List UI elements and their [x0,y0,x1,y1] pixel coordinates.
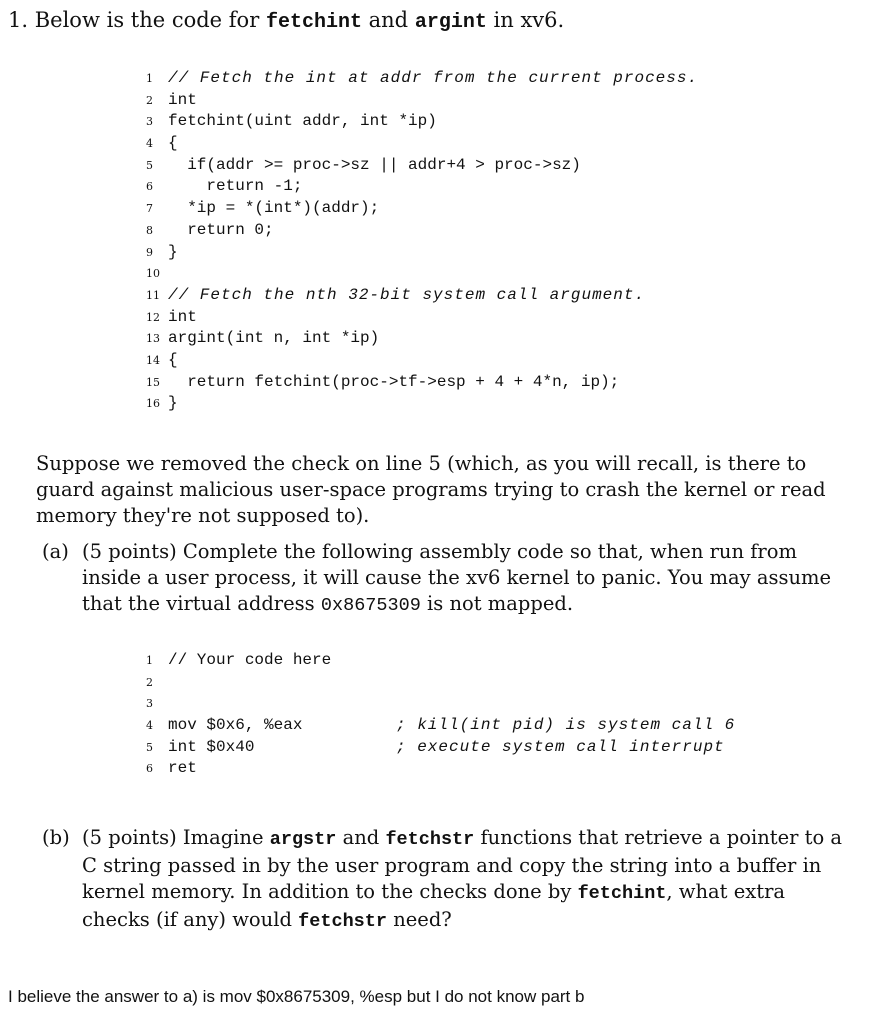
code-text: ret [168,759,197,778]
code-line [146,155,698,177]
code-comment: ; kill(int pid) is system call 6 [396,716,736,735]
code-line [146,328,698,350]
code-line [146,672,331,694]
part-b-label: (b) [42,826,70,849]
line-number: 5 [146,740,153,754]
code-line [146,372,698,394]
code-text: } [168,394,178,413]
line-number: 16 [146,397,160,411]
user-note: I believe the answer to a) is mov $0x8675309, %esp but I do not know part b [8,987,585,1006]
code-line [146,693,331,715]
code-line [146,758,331,780]
part-a [42,539,854,619]
code-text: return fetchint(proc->tf->esp + 4 + 4*n, ip); [168,372,620,391]
line-number: 14 [146,353,160,367]
code-line [146,285,698,307]
line-number: 3 [146,115,153,129]
line-number: 1 [146,72,153,85]
question-title [8,8,564,34]
code-line [146,350,698,372]
part-b-text-4: need? [393,908,452,931]
fn-name-argstr: argstr [269,829,337,850]
code-text: } [168,242,178,261]
code-line [146,176,698,198]
line-number: 5 [146,158,153,172]
code-text: mov $0x6, %eax [168,716,303,735]
line-number: 12 [146,310,160,324]
fn-name-fetchint-b: fetchint [577,883,667,904]
fn-name-fetchint: fetchint [265,11,362,34]
line-number: 8 [146,223,153,237]
title-suffix: in xv6. [493,8,565,32]
intro-paragraph: Suppose we removed the check on line 5 (which, as you will recall, is there to guard against malicious user-space programs trying to crash the kernel or read memory they're not supposed to). [36,452,826,527]
question-number: 1. [8,8,29,32]
line-number: 6 [146,762,153,776]
xv6-code-listing [146,68,698,415]
code-line [146,111,698,133]
code-line [146,220,698,242]
code-line [146,393,698,415]
code-line [146,263,698,285]
part-a-text: (5 points) Complete the following assembly code so that, when run from inside a user process, it will cause the xv6 kernel to panic. You may assume that the virtual address [82,540,832,615]
code-line [146,242,698,264]
line-number: 7 [146,202,153,216]
fn-name-fetchstr: fetchstr [385,829,475,850]
title-and: and [368,8,409,32]
line-number: 1 [146,654,153,667]
part-b-and: and [342,826,380,849]
code-line [146,737,725,759]
code-text: return -1; [168,177,303,196]
line-number: 9 [146,245,153,259]
line-number: 10 [146,267,160,281]
code-text: fetchint(uint addr, int *ip) [168,112,437,131]
code-line [146,715,736,737]
line-number: 3 [146,697,153,711]
line-number: 2 [146,93,153,107]
code-line [146,68,698,90]
part-a-label: (a) [42,540,69,563]
fn-name-argint: argint [414,11,487,34]
fn-name-fetchstr-b: fetchstr [298,911,387,932]
code-text: return 0; [168,220,274,239]
code-text: // Fetch the nth 32-bit system call argument. [168,285,646,304]
line-number: 4 [146,719,153,733]
part-b-text: (5 points) Imagine [82,826,264,849]
code-text: // Your code here [168,651,332,669]
line-number: 11 [146,288,160,302]
code-line [146,90,698,112]
line-number: 6 [146,180,153,194]
code-text: int [168,90,197,109]
part-b [42,825,854,935]
line-number: 4 [146,137,153,151]
code-line [146,650,331,672]
code-text: // Fetch the int at addr from the current process. [168,69,699,87]
code-comment: ; execute system call interrupt [396,737,725,756]
part-a-text-end: is not mapped. [427,592,574,615]
code-text: { [168,134,178,153]
part-b-text-3: , what extra checks (if any) would [82,880,786,931]
code-line [146,133,698,155]
line-number: 2 [146,675,153,689]
code-text: *ip = *(int*)(addr); [168,199,380,218]
code-text: if(addr >= proc->sz || addr+4 > proc->sz) [168,155,581,174]
line-number: 13 [146,332,160,346]
code-text: argint(int n, int *ip) [168,329,380,348]
code-text: { [168,350,178,369]
code-text: int $0x40 [168,737,255,756]
title-text: Below is the code for [34,8,260,32]
code-line [146,198,698,220]
line-number: 15 [146,375,160,389]
code-line [146,307,698,329]
part-a-address: 0x8675309 [320,595,421,616]
part-b-text-2: functions that retrieve a pointer to a C string passed in by the user program and copy the string into a buffer in kernel memory. In addition to the checks done by [82,826,843,903]
code-text: int [168,307,197,326]
assembly-code-listing [146,650,736,780]
